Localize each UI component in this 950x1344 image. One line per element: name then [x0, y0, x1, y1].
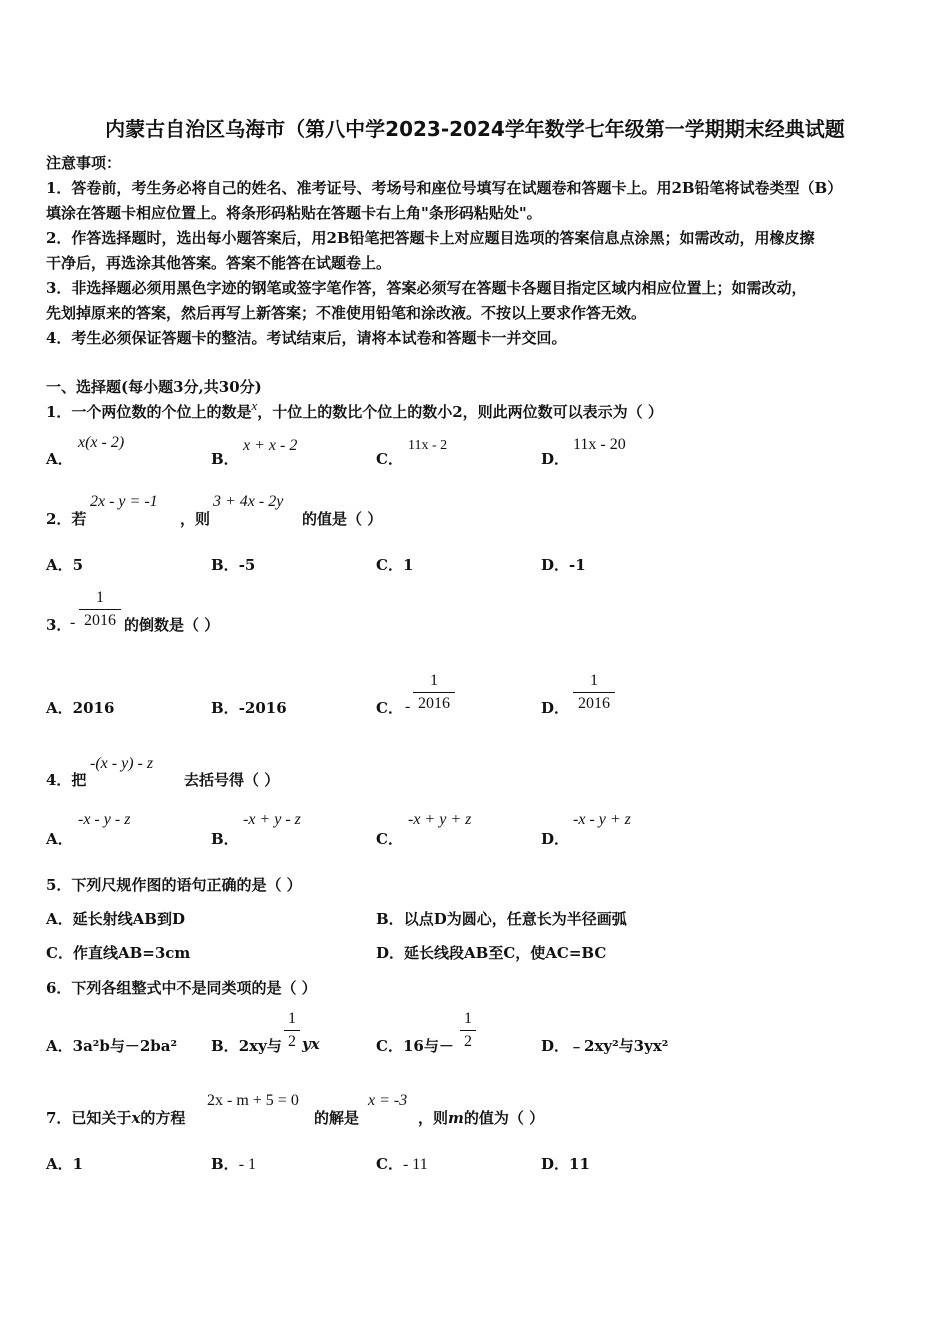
q3-option-a[interactable]: A．2016 — [46, 699, 115, 717]
question-5-stem: 5．下列尺规作图的语句正确的是（ ） — [46, 876, 302, 894]
q1-option-a-expr: x(x - 2) — [78, 434, 125, 451]
q2-target-expr: 3 + 4x - 2y — [213, 493, 284, 510]
q3-minus-sign: - — [70, 614, 76, 631]
q3-option-b[interactable]: B．-2016 — [211, 699, 287, 717]
notice-line: 3．非选择题必须用黑色字迹的钢笔或签字笔作答，答案必须写在答题卡各题目指定区域内相应位置上；如需改动， — [46, 279, 807, 297]
page-title: 内蒙古自治区乌海市（第八中学2023-2024学年数学七年级第一学期期末经典试题 — [105, 117, 845, 141]
q4-option-c[interactable]: C． — [376, 830, 403, 848]
q3-fraction: 1 2016 — [79, 589, 121, 630]
question-4-stem-pre: 4．把 — [46, 771, 87, 789]
q5-option-d[interactable]: D．延长线段AB至C，使AC=BC — [376, 944, 607, 962]
q6-option-a[interactable]: A．3a²b与－2ba² — [46, 1037, 178, 1055]
section-heading: 一、选择题(每小题3分,共30分) — [46, 378, 262, 396]
q5-option-b[interactable]: B．以点D为圆心，任意长为半径画弧 — [376, 910, 627, 928]
question-7-stem-mid: 的解是 — [314, 1109, 360, 1127]
question-2-stem-pre: 2．若 — [46, 510, 87, 528]
q4-option-b-expr: -x + y - z — [243, 811, 301, 828]
question-3-number: 3． — [46, 616, 72, 634]
notice-line: 先划掉原来的答案，然后再写上新答案；不准使用铅笔和涂改液。不按以上要求作答无效。 — [46, 304, 647, 322]
q4-option-a-expr: -x - y - z — [78, 811, 131, 828]
q6-option-c-fraction: 1 2 — [460, 1010, 476, 1051]
q4-option-a[interactable]: A． — [46, 830, 73, 848]
q7-option-a[interactable]: A．1 — [46, 1155, 84, 1173]
q2-option-d[interactable]: D．-1 — [541, 556, 586, 574]
q7-solution: x = -3 — [368, 1092, 408, 1109]
q7-equation: 2x - m + 5 = 0 — [207, 1092, 299, 1109]
q5-option-a[interactable]: A．延长射线AB到D — [46, 910, 185, 928]
q2-option-c[interactable]: C．1 — [376, 556, 414, 574]
question-3-stem-post: 的倒数是（ ） — [124, 616, 220, 634]
q3-option-c-fraction: 1 2016 — [413, 672, 455, 713]
q1-option-b-expr: x + x - 2 — [243, 437, 298, 454]
notice-heading: 注意事项： — [46, 154, 122, 172]
q6-option-b[interactable]: B．2xy与 — [211, 1037, 282, 1055]
question-2-stem-mid: ，则 — [180, 510, 211, 528]
question-1-stem: 1．一个两位数的个位上的数是x，十位上的数比个位上的数小2，则此两位数可以表示为（ ） — [46, 398, 663, 421]
q2-condition-expr: 2x - y = -1 — [90, 493, 158, 510]
q7-option-d[interactable]: D．11 — [541, 1155, 590, 1173]
q4-option-c-expr: -x + y + z — [408, 811, 472, 828]
q1-option-a[interactable]: A． — [46, 450, 73, 468]
question-7-stem-pre: 7．已知关于x的方程 — [46, 1109, 186, 1127]
notice-line: 4．考生必须保证答题卡的整洁。考试结束后，请将本试卷和答题卡一并交回。 — [46, 329, 567, 347]
q2-option-b[interactable]: B．-5 — [211, 556, 256, 574]
q1-option-c[interactable]: C． — [376, 450, 403, 468]
q1-option-d-expr: 11x - 20 — [573, 436, 626, 453]
q4-option-d[interactable]: D． — [541, 830, 570, 848]
notice-line: 填涂在答题卡相应位置上。将条形码粘贴在答题卡右上角"条形码粘贴处"。 — [46, 204, 542, 222]
q7-option-c[interactable]: C．- 11 — [376, 1155, 428, 1173]
q3-option-c-minus: - — [405, 698, 411, 715]
question-6-stem: 6．下列各组整式中不是同类项的是（ ） — [46, 979, 317, 997]
q3-option-c[interactable]: C． — [376, 699, 403, 717]
q1-option-d[interactable]: D． — [541, 450, 570, 468]
q1-option-c-expr: 11x - 2 — [408, 438, 448, 453]
q5-option-c[interactable]: C．作直线AB=3cm — [46, 944, 191, 962]
q6-option-c[interactable]: C．16与－ — [376, 1037, 454, 1055]
question-4-stem-post: 去括号得（ ） — [184, 771, 280, 789]
q4-option-d-expr: -x - y + z — [573, 811, 631, 828]
notice-line: 1．答卷前，考生务必将自己的姓名、准考证号、考场号和座位号填写在试题卷和答题卡上。用2B铅笔将试卷类型（B） — [46, 179, 843, 197]
q2-option-a[interactable]: A．5 — [46, 556, 84, 574]
question-2-stem-post: 的值是（ ） — [302, 510, 383, 528]
q6-option-b-suffix: yx — [302, 1035, 320, 1053]
q6-option-b-fraction: 1 2 — [284, 1010, 300, 1051]
q3-option-d-fraction: 1 2016 — [573, 672, 615, 713]
q1-option-b[interactable]: B． — [211, 450, 239, 468]
q7-option-b[interactable]: B．- 1 — [211, 1155, 257, 1173]
q6-option-d[interactable]: D．﹣2xy²与3yx² — [541, 1037, 669, 1055]
q4-expr: -(x - y) - z — [90, 755, 154, 772]
notice-line: 干净后，再选涂其他答案。答案不能答在试题卷上。 — [46, 254, 392, 272]
question-7-stem-post: ，则m的值为（ ） — [418, 1109, 545, 1127]
notice-line: 2．作答选择题时，选出每小题答案后，用2B铅笔把答题卡上对应题目选项的答案信息点涂黑；如需改动，用橡皮擦 — [46, 229, 815, 247]
q4-option-b[interactable]: B． — [211, 830, 239, 848]
q3-option-d[interactable]: D． — [541, 699, 570, 717]
